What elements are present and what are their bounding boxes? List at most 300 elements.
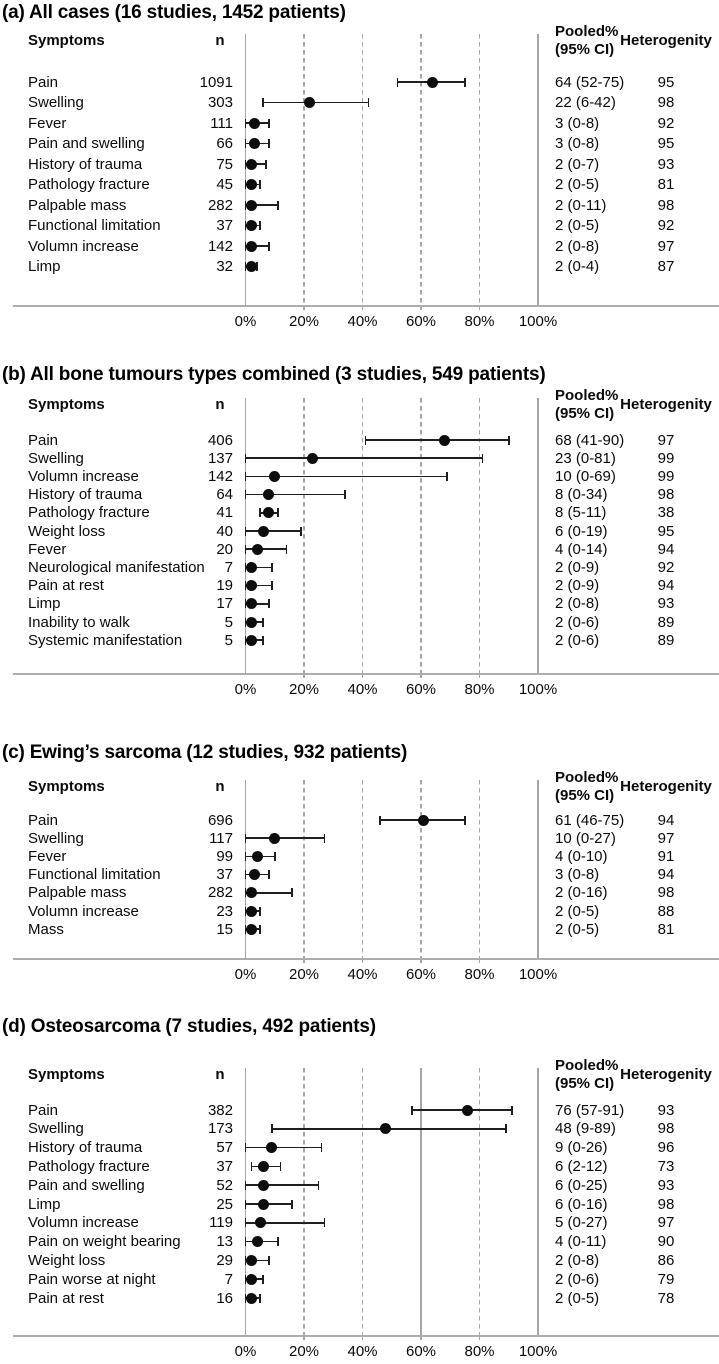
ci-cap-high bbox=[464, 78, 466, 87]
row-n-value: 7 bbox=[224, 558, 233, 576]
hundred-percent-separator-line bbox=[537, 780, 539, 958]
forest-row-label: Pain on weight bearing bbox=[28, 1233, 181, 1251]
x-axis-tick-label: 100% bbox=[518, 965, 558, 983]
ci-whisker bbox=[246, 1203, 293, 1205]
row-n-value: 66 bbox=[216, 135, 233, 152]
heterogeneity-value: 91 bbox=[657, 847, 675, 865]
x-axis-tick bbox=[303, 960, 304, 964]
gridline-dashed bbox=[303, 34, 304, 305]
point-estimate-marker bbox=[249, 118, 260, 129]
ci-cap-high bbox=[344, 490, 346, 499]
point-estimate-marker bbox=[246, 200, 257, 211]
forest-row-label: History of trauma bbox=[28, 1139, 143, 1157]
point-estimate-marker bbox=[246, 261, 257, 272]
row-n-value: 75 bbox=[216, 155, 233, 173]
ci-cap-low bbox=[397, 78, 399, 87]
pooled-value: 2 (0-9) bbox=[555, 577, 600, 595]
row-n-value: 29 bbox=[216, 1251, 233, 1269]
heterogeneity-value: 94 bbox=[657, 540, 675, 558]
heterogeneity-value: 93 bbox=[657, 595, 675, 613]
row-n-value: 5 bbox=[224, 613, 233, 631]
row-n-value: 64 bbox=[216, 486, 233, 504]
x-axis-tick bbox=[479, 960, 480, 964]
x-axis-tick-label: 0% bbox=[234, 312, 257, 330]
heterogeneity-value: 98 bbox=[657, 196, 675, 214]
hundred-percent-separator-line bbox=[537, 398, 539, 673]
x-axis-tick-label: 60% bbox=[405, 965, 437, 983]
ci-cap-high bbox=[300, 527, 302, 536]
x-axis-tick-label: 0% bbox=[234, 965, 257, 983]
x-axis-tick-label: 0% bbox=[234, 1342, 257, 1360]
row-n-value: 23 bbox=[216, 902, 233, 920]
ci-cap-low bbox=[262, 98, 264, 107]
heterogeneity-value: 79 bbox=[657, 1270, 675, 1288]
forest-row-label: History of trauma bbox=[28, 486, 143, 504]
heterogeneity-value: 97 bbox=[657, 829, 675, 847]
heterogeneity-value: 99 bbox=[657, 449, 675, 467]
forest-row-label: Palpable mass bbox=[28, 196, 127, 214]
point-estimate-marker bbox=[246, 887, 257, 898]
ci-cap-low bbox=[245, 852, 247, 861]
forest-row-label: Volumn increase bbox=[28, 1214, 139, 1232]
panel-title: (a) All cases (16 studies, 1452 patients) bbox=[2, 2, 346, 23]
zero-percent-line bbox=[245, 398, 247, 673]
x-axis-tick-label: 80% bbox=[464, 1342, 495, 1360]
forest-row-label: Pain at rest bbox=[28, 577, 104, 595]
gridline-dashed bbox=[303, 1068, 304, 1335]
x-axis-tick bbox=[362, 307, 363, 311]
heterogeneity-value: 92 bbox=[657, 217, 675, 234]
pooled-value: 2 (0-7) bbox=[555, 155, 600, 173]
gridline-dashed bbox=[362, 1068, 363, 1335]
x-axis-tick-label: 0% bbox=[234, 680, 257, 698]
column-header-pooled-line1: Pooled% bbox=[555, 387, 619, 404]
row-n-value: 1091 bbox=[199, 73, 233, 91]
ci-cap-high bbox=[262, 1275, 264, 1284]
row-n-value: 17 bbox=[216, 595, 233, 613]
point-estimate-marker bbox=[246, 617, 257, 628]
ci-cap-high bbox=[446, 472, 448, 481]
x-axis-tick-label: 60% bbox=[405, 312, 437, 330]
heterogeneity-value: 88 bbox=[657, 902, 675, 920]
row-n-value: 99 bbox=[216, 847, 233, 865]
row-n-value: 13 bbox=[216, 1233, 233, 1251]
ci-cap-low bbox=[245, 1143, 247, 1152]
forest-row-label: Pain and swelling bbox=[28, 135, 145, 152]
heterogeneity-value: 73 bbox=[657, 1157, 675, 1175]
point-estimate-marker bbox=[418, 815, 429, 826]
row-n-value: 119 bbox=[209, 1214, 233, 1232]
x-axis-tick bbox=[420, 960, 421, 964]
x-axis-tick-label: 100% bbox=[518, 680, 558, 698]
row-n-value: 32 bbox=[216, 258, 233, 275]
column-header-pooled-line2: (95% CI) bbox=[555, 1075, 615, 1092]
pooled-value: 3 (0-8) bbox=[555, 135, 600, 152]
ci-cap-high bbox=[259, 221, 261, 230]
point-estimate-marker bbox=[255, 1217, 266, 1228]
x-axis-tick-label: 60% bbox=[405, 680, 437, 698]
pooled-value: 2 (0-8) bbox=[555, 237, 600, 255]
heterogeneity-value: 86 bbox=[657, 1251, 675, 1269]
panel-title: (b) All bone tumours types combined (3 studies, 549 patients) bbox=[2, 364, 546, 385]
point-estimate-marker bbox=[249, 138, 260, 149]
forest-row-label: Swelling bbox=[28, 1120, 84, 1138]
heterogeneity-value: 89 bbox=[657, 613, 675, 631]
ci-cap-high bbox=[259, 1294, 261, 1303]
row-n-value: 37 bbox=[216, 1157, 233, 1175]
forest-row-label: Mass bbox=[28, 920, 64, 938]
heterogeneity-value: 98 bbox=[657, 94, 675, 111]
x-axis-tick bbox=[362, 1337, 363, 1341]
ci-whisker bbox=[246, 1184, 319, 1186]
pooled-value: 2 (0-6) bbox=[555, 613, 600, 631]
pooled-value: 2 (0-6) bbox=[555, 631, 600, 649]
x-axis-line bbox=[13, 958, 719, 960]
column-header-pooled-line2: (95% CI) bbox=[555, 405, 615, 422]
gridline-dashed bbox=[303, 780, 304, 958]
x-axis-tick bbox=[479, 1337, 480, 1341]
row-n-value: 15 bbox=[216, 920, 233, 938]
row-n-value: 45 bbox=[216, 176, 233, 193]
heterogeneity-value: 90 bbox=[657, 1233, 675, 1251]
row-n-value: 52 bbox=[216, 1176, 233, 1194]
pooled-value: 9 (0-26) bbox=[555, 1139, 608, 1157]
ci-whisker bbox=[365, 439, 508, 441]
ci-cap-low bbox=[245, 1181, 247, 1190]
pooled-value: 68 (41-90) bbox=[555, 431, 625, 449]
row-n-value: 16 bbox=[216, 1289, 233, 1307]
column-header-symptoms: Symptoms bbox=[28, 1066, 105, 1083]
pooled-value: 8 (0-34) bbox=[555, 486, 608, 504]
row-n-value: 117 bbox=[209, 829, 233, 847]
heterogeneity-value: 94 bbox=[657, 811, 675, 829]
row-n-value: 303 bbox=[207, 94, 233, 111]
ci-whisker bbox=[246, 837, 325, 839]
ci-cap-low bbox=[379, 816, 381, 825]
ci-cap-low bbox=[245, 834, 247, 843]
point-estimate-marker bbox=[258, 1199, 269, 1210]
row-n-value: 37 bbox=[216, 217, 233, 234]
panel-title: (d) Osteosarcoma (7 studies, 492 patients) bbox=[2, 1016, 376, 1037]
point-estimate-marker bbox=[269, 471, 280, 482]
ci-whisker bbox=[246, 494, 345, 496]
forest-row-label: Fever bbox=[28, 540, 67, 558]
pooled-value: 76 (57-91) bbox=[555, 1101, 625, 1119]
ci-cap-high bbox=[262, 636, 264, 645]
forest-row-label: Swelling bbox=[28, 829, 84, 847]
forest-row-label: Weight loss bbox=[28, 522, 106, 540]
point-estimate-marker bbox=[246, 562, 257, 573]
forest-row-label: Neurological manifestation bbox=[28, 558, 205, 576]
ci-cap-high bbox=[268, 119, 270, 128]
forest-row-label: Pain bbox=[28, 811, 59, 829]
ci-cap-high bbox=[262, 618, 264, 627]
x-axis-tick-label: 40% bbox=[347, 1342, 378, 1360]
row-n-value: 57 bbox=[216, 1139, 233, 1157]
pooled-value: 2 (0-8) bbox=[555, 1251, 600, 1269]
heterogeneity-value: 97 bbox=[657, 1214, 675, 1232]
row-n-value: 111 bbox=[210, 114, 233, 132]
hundred-percent-separator-line bbox=[537, 1068, 539, 1335]
forest-row-label: History of trauma bbox=[28, 155, 143, 173]
ci-cap-low bbox=[245, 119, 247, 128]
point-estimate-marker bbox=[246, 1274, 257, 1285]
row-n-value: 142 bbox=[207, 237, 233, 255]
ci-cap-high bbox=[464, 816, 466, 825]
pooled-value: 2 (0-5) bbox=[555, 176, 600, 193]
x-axis-tick-label: 60% bbox=[405, 1342, 437, 1360]
panel-title: (c) Ewing’s sarcoma (12 studies, 932 patients) bbox=[2, 742, 408, 763]
ci-whisker bbox=[263, 102, 368, 104]
ci-cap-high bbox=[268, 599, 270, 608]
heterogeneity-value: 87 bbox=[657, 258, 675, 275]
forest-row-label: Functional limitation bbox=[28, 866, 161, 884]
ci-cap-low bbox=[411, 1106, 413, 1115]
row-n-value: 41 bbox=[216, 504, 233, 522]
forest-row-label: Swelling bbox=[28, 94, 84, 111]
ci-cap-high bbox=[277, 201, 279, 210]
point-estimate-marker bbox=[258, 526, 269, 537]
point-estimate-marker bbox=[304, 97, 315, 108]
forest-row-label: Limp bbox=[28, 1195, 61, 1213]
pooled-value: 10 (0-69) bbox=[555, 467, 616, 485]
row-n-value: 5 bbox=[224, 631, 233, 649]
ci-cap-high bbox=[274, 852, 276, 861]
x-axis-tick-label: 20% bbox=[288, 312, 320, 330]
forest-row-label: Pain worse at night bbox=[28, 1270, 156, 1288]
forest-row-label: Systemic manifestation bbox=[28, 631, 183, 649]
ci-cap-low bbox=[259, 508, 261, 517]
heterogeneity-value: 98 bbox=[657, 1120, 675, 1138]
ci-cap-high bbox=[268, 870, 270, 879]
ci-cap-high bbox=[482, 454, 484, 463]
ci-whisker bbox=[246, 530, 302, 532]
pooled-value: 5 (0-27) bbox=[555, 1214, 608, 1232]
ci-cap-low bbox=[245, 1200, 247, 1209]
pooled-value: 22 (6-42) bbox=[555, 94, 616, 111]
column-header-n: n bbox=[215, 778, 225, 795]
pooled-value: 2 (0-6) bbox=[555, 1270, 600, 1288]
pooled-value: 48 (9-89) bbox=[555, 1120, 616, 1138]
pooled-value: 2 (0-11) bbox=[555, 196, 607, 214]
pooled-value: 4 (0-11) bbox=[555, 1233, 607, 1251]
heterogeneity-value: 95 bbox=[657, 522, 675, 540]
ci-cap-high bbox=[511, 1106, 513, 1115]
pooled-value: 2 (0-4) bbox=[555, 258, 600, 275]
row-n-value: 137 bbox=[207, 449, 233, 467]
ci-cap-high bbox=[268, 242, 270, 251]
x-axis-tick-label: 20% bbox=[288, 965, 320, 983]
heterogeneity-value: 98 bbox=[657, 486, 675, 504]
ci-cap-low bbox=[245, 870, 247, 879]
row-n-value: 19 bbox=[216, 577, 233, 595]
ci-cap-high bbox=[505, 1124, 507, 1133]
ci-cap-high bbox=[259, 907, 261, 916]
pooled-value: 2 (0-8) bbox=[555, 595, 600, 613]
point-estimate-marker bbox=[263, 507, 274, 518]
ci-cap-low bbox=[245, 1218, 247, 1227]
ci-cap-high bbox=[291, 888, 293, 897]
pooled-value: 6 (0-25) bbox=[555, 1176, 608, 1194]
pooled-value: 4 (0-14) bbox=[555, 540, 608, 558]
point-estimate-marker bbox=[266, 1142, 277, 1153]
heterogeneity-value: 94 bbox=[657, 866, 675, 884]
x-axis-tick bbox=[303, 675, 304, 679]
column-header-symptoms: Symptoms bbox=[28, 32, 105, 49]
ci-cap-high bbox=[268, 139, 270, 148]
pooled-value: 2 (0-5) bbox=[555, 920, 600, 938]
pooled-value: 6 (0-16) bbox=[555, 1195, 608, 1213]
x-axis-tick-label: 40% bbox=[347, 312, 378, 330]
forest-row-label: Pain bbox=[28, 73, 59, 91]
pooled-value: 61 (46-75) bbox=[555, 811, 625, 829]
x-axis-line bbox=[13, 1335, 719, 1337]
pooled-value: 3 (0-8) bbox=[555, 866, 600, 884]
ci-cap-low bbox=[245, 1237, 247, 1246]
pooled-value: 8 (5-11) bbox=[555, 504, 607, 522]
ci-cap-low bbox=[245, 545, 247, 554]
forest-row-label: Volumn increase bbox=[28, 237, 139, 255]
x-axis-tick-label: 80% bbox=[464, 312, 495, 330]
heterogeneity-value: 38 bbox=[657, 504, 675, 522]
ci-cap-low bbox=[245, 527, 247, 536]
point-estimate-marker bbox=[246, 598, 257, 609]
column-header-heterogeneity: Heterogenity bbox=[620, 32, 712, 49]
ci-cap-high bbox=[259, 180, 261, 189]
forest-row-label: Limp bbox=[28, 258, 61, 275]
ci-cap-high bbox=[268, 1256, 270, 1265]
point-estimate-marker bbox=[246, 1255, 257, 1266]
row-n-value: 142 bbox=[207, 467, 233, 485]
x-axis-tick-label: 40% bbox=[347, 680, 378, 698]
forest-row-label: Fever bbox=[28, 114, 67, 132]
pooled-value: 2 (0-5) bbox=[555, 217, 600, 234]
point-estimate-marker bbox=[263, 489, 274, 500]
forest-row-label: Palpable mass bbox=[28, 884, 127, 902]
heterogeneity-value: 92 bbox=[657, 558, 675, 576]
heterogeneity-value: 92 bbox=[657, 114, 675, 132]
heterogeneity-value: 98 bbox=[657, 1195, 675, 1213]
pooled-value: 2 (0-5) bbox=[555, 902, 600, 920]
forest-row-label: Fever bbox=[28, 847, 67, 865]
column-header-heterogeneity: Heterogenity bbox=[620, 396, 712, 413]
heterogeneity-value: 97 bbox=[657, 431, 675, 449]
column-header-symptoms: Symptoms bbox=[28, 778, 105, 795]
gridline-dashed bbox=[479, 34, 480, 305]
ci-cap-low bbox=[271, 1124, 273, 1133]
point-estimate-marker bbox=[427, 77, 438, 88]
row-n-value: 173 bbox=[207, 1120, 233, 1138]
forest-row-label: Pathology fracture bbox=[28, 176, 150, 193]
x-axis-tick-label: 80% bbox=[464, 965, 495, 983]
ci-whisker bbox=[246, 457, 483, 459]
ci-cap-low bbox=[245, 139, 247, 148]
ci-cap-high bbox=[271, 563, 273, 572]
x-axis-tick-label: 40% bbox=[347, 965, 378, 983]
ci-cap-high bbox=[280, 1162, 282, 1171]
row-n-value: 382 bbox=[207, 1101, 233, 1119]
ci-cap-high bbox=[277, 1237, 279, 1246]
heterogeneity-value: 95 bbox=[657, 73, 675, 91]
point-estimate-marker bbox=[246, 241, 257, 252]
ci-cap-high bbox=[324, 834, 326, 843]
point-estimate-marker bbox=[258, 1180, 269, 1191]
column-header-pooled-line2: (95% CI) bbox=[555, 41, 615, 58]
gridline-dashed bbox=[303, 398, 304, 673]
forest-row-label: Inability to walk bbox=[28, 613, 130, 631]
heterogeneity-value: 93 bbox=[657, 1101, 675, 1119]
x-axis-tick-label: 80% bbox=[464, 680, 495, 698]
ci-cap-low bbox=[245, 472, 247, 481]
forest-row-label: Pain bbox=[28, 431, 59, 449]
point-estimate-marker bbox=[380, 1123, 391, 1134]
column-header-pooled-line1: Pooled% bbox=[555, 23, 619, 40]
point-estimate-marker bbox=[462, 1105, 473, 1116]
heterogeneity-value: 95 bbox=[657, 135, 675, 152]
point-estimate-marker bbox=[252, 544, 263, 555]
pooled-value: 2 (0-9) bbox=[555, 558, 600, 576]
heterogeneity-value: 97 bbox=[657, 237, 675, 255]
ci-cap-low bbox=[251, 1162, 253, 1171]
heterogeneity-value: 96 bbox=[657, 1139, 675, 1157]
x-axis-line bbox=[13, 305, 719, 307]
row-n-value: 20 bbox=[216, 540, 233, 558]
x-axis-tick-label: 100% bbox=[518, 312, 558, 330]
heterogeneity-value: 81 bbox=[657, 920, 675, 938]
forest-row-label: Limp bbox=[28, 595, 61, 613]
ci-cap-high bbox=[318, 1181, 320, 1190]
heterogeneity-value: 93 bbox=[657, 1176, 675, 1194]
x-axis-tick bbox=[420, 1337, 421, 1341]
column-header-n: n bbox=[215, 396, 225, 413]
heterogeneity-value: 99 bbox=[657, 467, 675, 485]
forest-row-label: Swelling bbox=[28, 449, 84, 467]
column-header-symptoms: Symptoms bbox=[28, 396, 105, 413]
forest-row-label: Weight loss bbox=[28, 1251, 106, 1269]
hundred-percent-separator-line bbox=[537, 34, 539, 305]
heterogeneity-value: 98 bbox=[657, 884, 675, 902]
point-estimate-marker bbox=[246, 179, 257, 190]
ci-cap-low bbox=[245, 490, 247, 499]
point-estimate-marker bbox=[246, 906, 257, 917]
ci-cap-low bbox=[245, 454, 247, 463]
x-axis-tick-label: 100% bbox=[518, 1342, 558, 1360]
x-axis-tick bbox=[303, 307, 304, 311]
forest-row-label: Pain bbox=[28, 1101, 59, 1119]
pooled-value: 4 (0-10) bbox=[555, 847, 608, 865]
forest-row-label: Pain and swelling bbox=[28, 1176, 145, 1194]
point-estimate-marker bbox=[252, 851, 263, 862]
ci-cap-high bbox=[291, 1200, 293, 1209]
point-estimate-marker bbox=[252, 1236, 263, 1247]
ci-cap-low bbox=[365, 436, 367, 445]
point-estimate-marker bbox=[307, 453, 318, 464]
pooled-value: 6 (2-12) bbox=[555, 1157, 608, 1175]
x-axis-tick bbox=[420, 307, 421, 311]
point-estimate-marker bbox=[439, 435, 450, 446]
x-axis-tick bbox=[362, 675, 363, 679]
pooled-value: 3 (0-8) bbox=[555, 114, 600, 132]
gridline-dashed bbox=[362, 34, 363, 305]
column-header-pooled-line2: (95% CI) bbox=[555, 787, 615, 804]
ci-whisker bbox=[246, 1147, 322, 1149]
gridline-dashed bbox=[420, 34, 421, 305]
gridline-solid bbox=[420, 1068, 422, 1335]
heterogeneity-value: 94 bbox=[657, 577, 675, 595]
x-axis-tick bbox=[420, 675, 421, 679]
forest-row-label: Pathology fracture bbox=[28, 1157, 150, 1175]
column-header-heterogeneity: Heterogenity bbox=[620, 778, 712, 795]
